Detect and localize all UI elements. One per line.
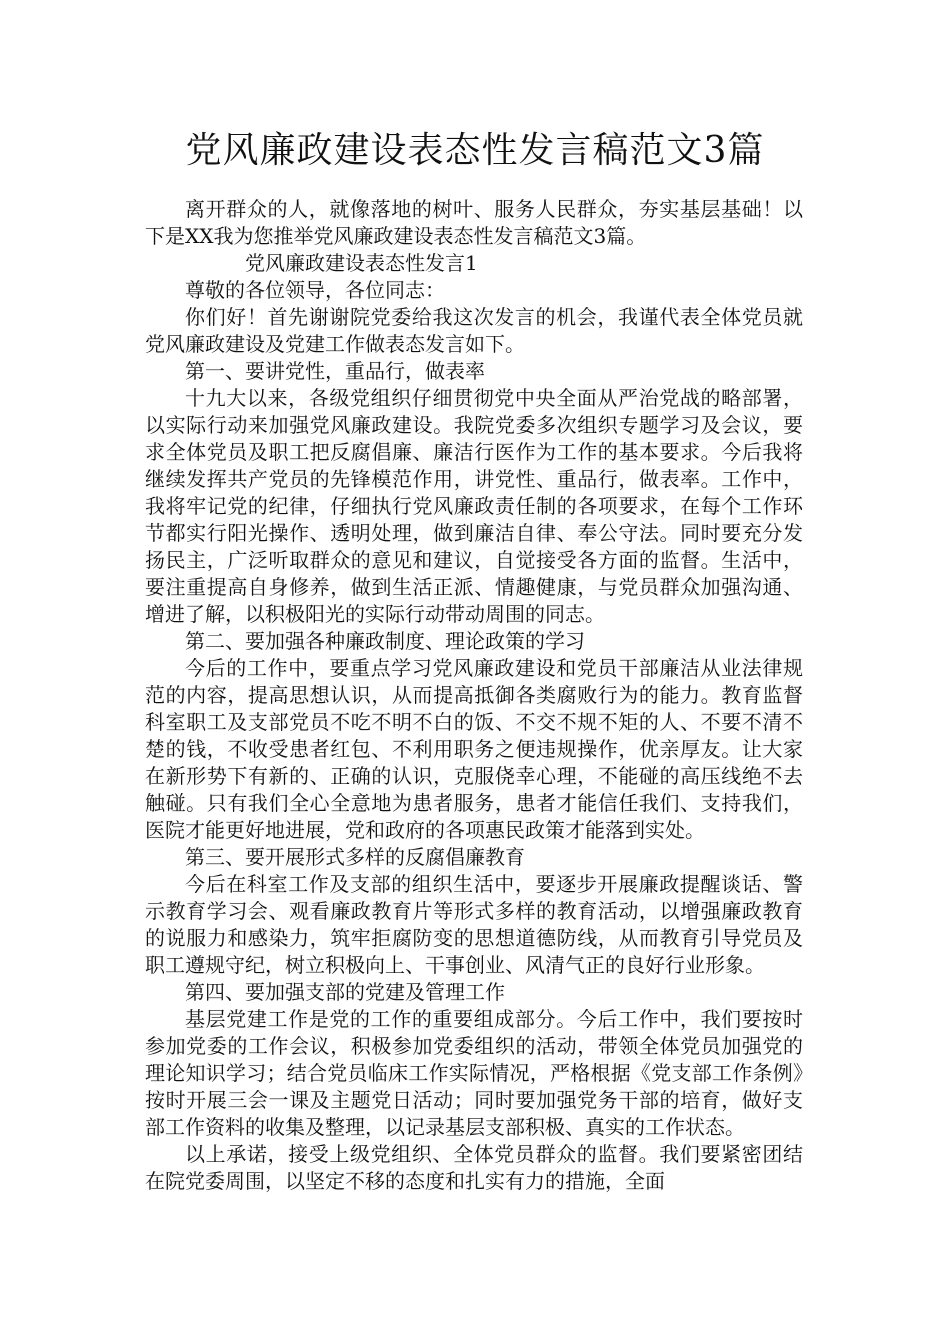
document-title: 党风廉政建设表态性发言稿范文3篇 <box>185 130 765 171</box>
section-heading-4: 第四、要加强支部的党建及管理工作 <box>185 980 505 1004</box>
section-heading-2: 第二、要加强各种廉政制度、理论政策的学习 <box>185 629 585 653</box>
intro-paragraph: 离开群众的人，就像落地的树叶、服务人民群众，夯实基层基础！以下是XX我为您推举党风廉政建设表态性发言稿范文3篇。 <box>145 197 803 248</box>
section-heading-1: 第一、要讲党性，重品行，做表率 <box>185 359 485 383</box>
section-heading-3: 第三、要开展形式多样的反腐倡廉教育 <box>185 845 525 869</box>
section-paragraph-2: 今后的工作中，要重点学习党风廉政建设和党员干部廉洁从业法律规范的内容，提高思想认识，从而提高抵御各类腐败行为的能力。教育监督科室职工及支部党员不吃不明不白的饭、不交不规不矩的人、不要不清不楚的钱，不收受患者红包、不利用职务之便违规操作，优亲厚友。让大家在新形势下有新的、正确的认识，克服侥幸心理，不能碰的高压线绝不去触碰。只有我们全心全意地为患者服务，患者才能信任我们、支持我们，医院才能更好地进展，党和政府的各项惠民政策才能落到实处。 <box>145 656 803 842</box>
salutation: 尊敬的各位领导，各位同志： <box>185 278 445 302</box>
section-paragraph-3: 今后在科室工作及支部的组织生活中，要逐步开展廉政提醒谈话、警示教育学习会、观看廉政教育片等形式多样的教育活动，以增强廉政教育的说服力和感染力，筑牢拒腐防变的思想道德防线，从而教育引导党员及职工遵规守纪，树立积极向上、干事创业、风清气正的良好行业形象。 <box>145 872 803 977</box>
section-paragraph-4: 基层党建工作是党的工作的重要组成部分。今后工作中，我们要按时参加党委的工作会议，积极参加党委组织的活动，带领全体党员加强党的理论知识学习；结合党员临床工作实际情况，严格根据《党支部工作条例》按时开展三会一课及主题党日活动；同时要加强党务干部的培育，做好支部工作资料的收集及整理，以记录基层支部积极、真实的工作状态。 <box>145 1007 803 1139</box>
closing-paragraph: 以上承诺，接受上级党组织、全体党员群众的监督。我们要紧密团结在院党委周围，以坚定不移的态度和扎实有力的措施，全面 <box>145 1142 803 1193</box>
opening-paragraph: 你们好！首先谢谢院党委给我这次发言的机会，我谨代表全体党员就党风廉政建设及党建工作做表态发言如下。 <box>145 305 803 356</box>
document-body <box>145 196 803 1195</box>
section-paragraph-1: 十九大以来，各级党组织仔细贯彻党中央全面从严治党战的略部署，以实际行动来加强党风廉政建设。我院党委多次组织专题学习及会议，要求全体党员及职工把反腐倡廉、廉洁行医作为工作的基本要求。今后我将继续发挥共产党员的先锋模范作用，讲党性、重品行，做表率。工作中，我将牢记党的纪律，仔细执行党风廉政责任制的各项要求，在每个工作环节都实行阳光操作、透明处理，做到廉洁自律、奉公守法。同时要充分发扬民主，广泛听取群众的意见和建议，自觉接受各方面的监督。生活中，要注重提高自身修养，做到生活正派、情趣健康，与党员群众加强沟通、增进了解，以积极阳光的实际行动带动周围的同志。 <box>145 386 803 626</box>
speech-heading: 党风廉政建设表态性发言1 <box>245 251 478 275</box>
